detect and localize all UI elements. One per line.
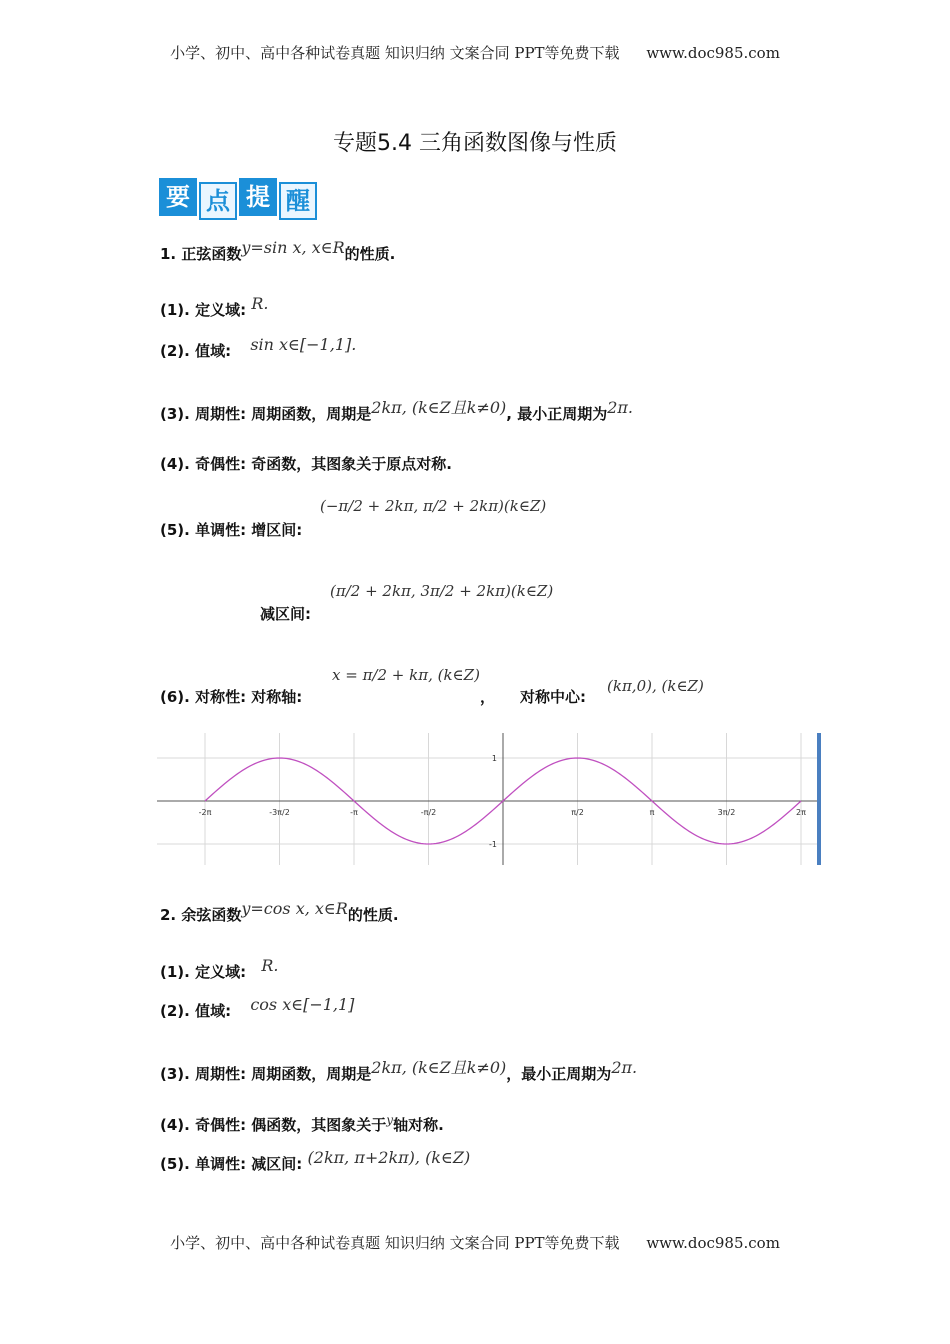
x-tick-label: -π xyxy=(350,808,358,817)
cosine-domain-value: R. xyxy=(261,956,279,975)
sine-graph xyxy=(157,733,821,865)
badge-char-3: 提 xyxy=(239,178,277,216)
x-tick-label: -3π/2 xyxy=(269,808,290,817)
page-title: 专题5.4 三角函数图像与性质 xyxy=(333,131,617,156)
cosine-period-label: (3). 周期性: 周期函数，周期是 xyxy=(160,1065,372,1083)
x-tick-label: π/2 xyxy=(571,808,584,817)
badge-char-2: 点 xyxy=(199,182,237,220)
header-site-link[interactable]: www.doc985.com xyxy=(646,44,780,62)
key-points-badge xyxy=(159,178,319,220)
badge-char-4: 醒 xyxy=(279,182,317,220)
x-tick-label: -π/2 xyxy=(420,808,437,817)
cosine-domain-label: (1). 定义域: xyxy=(160,963,247,981)
cosine-mono-label: (5). 单调性: 减区间: xyxy=(160,1155,303,1173)
sine-range-value: sin x∈[−1,1]. xyxy=(250,335,357,354)
sine-period xyxy=(160,398,633,424)
sine-range xyxy=(160,335,357,361)
sine-sym-label: (6). 对称性: 对称轴: xyxy=(160,688,303,706)
cosine-mono xyxy=(160,1148,471,1174)
cosine-range xyxy=(160,995,355,1021)
sine-range-label: (2). 值域: xyxy=(160,342,232,360)
sine-domain-label: (1). 定义域: xyxy=(160,301,247,319)
sine-heading xyxy=(160,238,396,264)
cosine-heading-prefix: 2. 余弦函数 xyxy=(160,906,242,924)
x-tick-label: π xyxy=(649,808,655,817)
sine-period-min: 2π. xyxy=(607,398,633,417)
footer-text: 小学、初中、高中各种试卷真题 知识归纳 文案合同 PPT等免费下载 xyxy=(170,1234,620,1252)
sine-decreasing-interval: (π/2 + 2kπ, 3π/2 + 2kπ)(k∈Z) xyxy=(330,582,554,600)
cosine-period xyxy=(160,1058,638,1084)
sine-increasing-interval: (−π/2 + 2kπ, π/2 + 2kπ)(k∈Z) xyxy=(320,497,547,515)
sine-sym-comma: ， xyxy=(480,688,496,706)
page-header xyxy=(0,42,950,63)
cosine-parity-b: 轴对称. xyxy=(393,1116,444,1134)
sine-heading-prefix: 1. 正弦函数 xyxy=(160,245,242,263)
sine-parity: (4). 奇偶性: 奇函数，其图象关于原点对称. xyxy=(160,455,452,473)
sine-period-value: 2kπ, (k∈Z且k≠0) xyxy=(371,398,507,417)
cosine-parity-a: (4). 奇偶性: 偶函数，其图象关于 xyxy=(160,1116,387,1134)
sine-sym-axis: x = π/2 + kπ, (k∈Z) xyxy=(332,666,480,684)
cosine-domain xyxy=(160,956,279,982)
x-tick-label: 3π/2 xyxy=(717,808,736,817)
cosine-heading xyxy=(160,899,399,925)
sine-domain-value: R. xyxy=(251,294,269,313)
cosine-dec-interval: (2kπ, π+2kπ), (k∈Z) xyxy=(307,1148,471,1167)
y-tick-label: 1 xyxy=(491,754,497,763)
footer-site-link[interactable]: www.doc985.com xyxy=(646,1234,780,1252)
cosine-parity-y: y xyxy=(386,1113,394,1127)
sine-mono-label: (5). 单调性: 增区间: xyxy=(160,521,303,539)
header-text: 小学、初中、高中各种试卷真题 知识归纳 文案合同 PPT等免费下载 xyxy=(170,44,620,62)
sine-center-label: 对称中心: xyxy=(520,688,586,706)
sine-period-label: (3). 周期性: 周期函数，周期是 xyxy=(160,405,372,423)
sine-period-mid: , 最小正周期为 xyxy=(506,405,608,423)
cosine-period-mid: ，最小正周期为 xyxy=(506,1065,612,1083)
graph-right-edge xyxy=(817,733,821,865)
y-tick-label: -1 xyxy=(489,840,497,849)
sine-dec-label: 减区间: xyxy=(260,605,311,623)
cosine-range-value: cos x∈[−1,1] xyxy=(250,995,355,1014)
x-tick-label: 2π xyxy=(796,808,806,817)
cosine-range-label: (2). 值域: xyxy=(160,1002,232,1020)
badge-char-1: 要 xyxy=(159,178,197,216)
cosine-period-min: 2π. xyxy=(611,1058,638,1077)
page-footer xyxy=(0,1232,950,1253)
sine-heading-suffix: 的性质. xyxy=(344,245,396,263)
cosine-heading-math: y=cos x, x∈R xyxy=(241,899,348,918)
cosine-heading-suffix: 的性质. xyxy=(347,906,399,924)
sine-heading-math: y=sin x, x∈R xyxy=(241,238,345,257)
cosine-parity xyxy=(160,1114,444,1135)
sine-domain xyxy=(160,294,269,320)
sine-center-value: (kπ,0), (k∈Z) xyxy=(607,677,704,695)
x-tick-label: -2π xyxy=(198,808,212,817)
cosine-period-value: 2kπ, (k∈Z且k≠0) xyxy=(371,1058,507,1077)
